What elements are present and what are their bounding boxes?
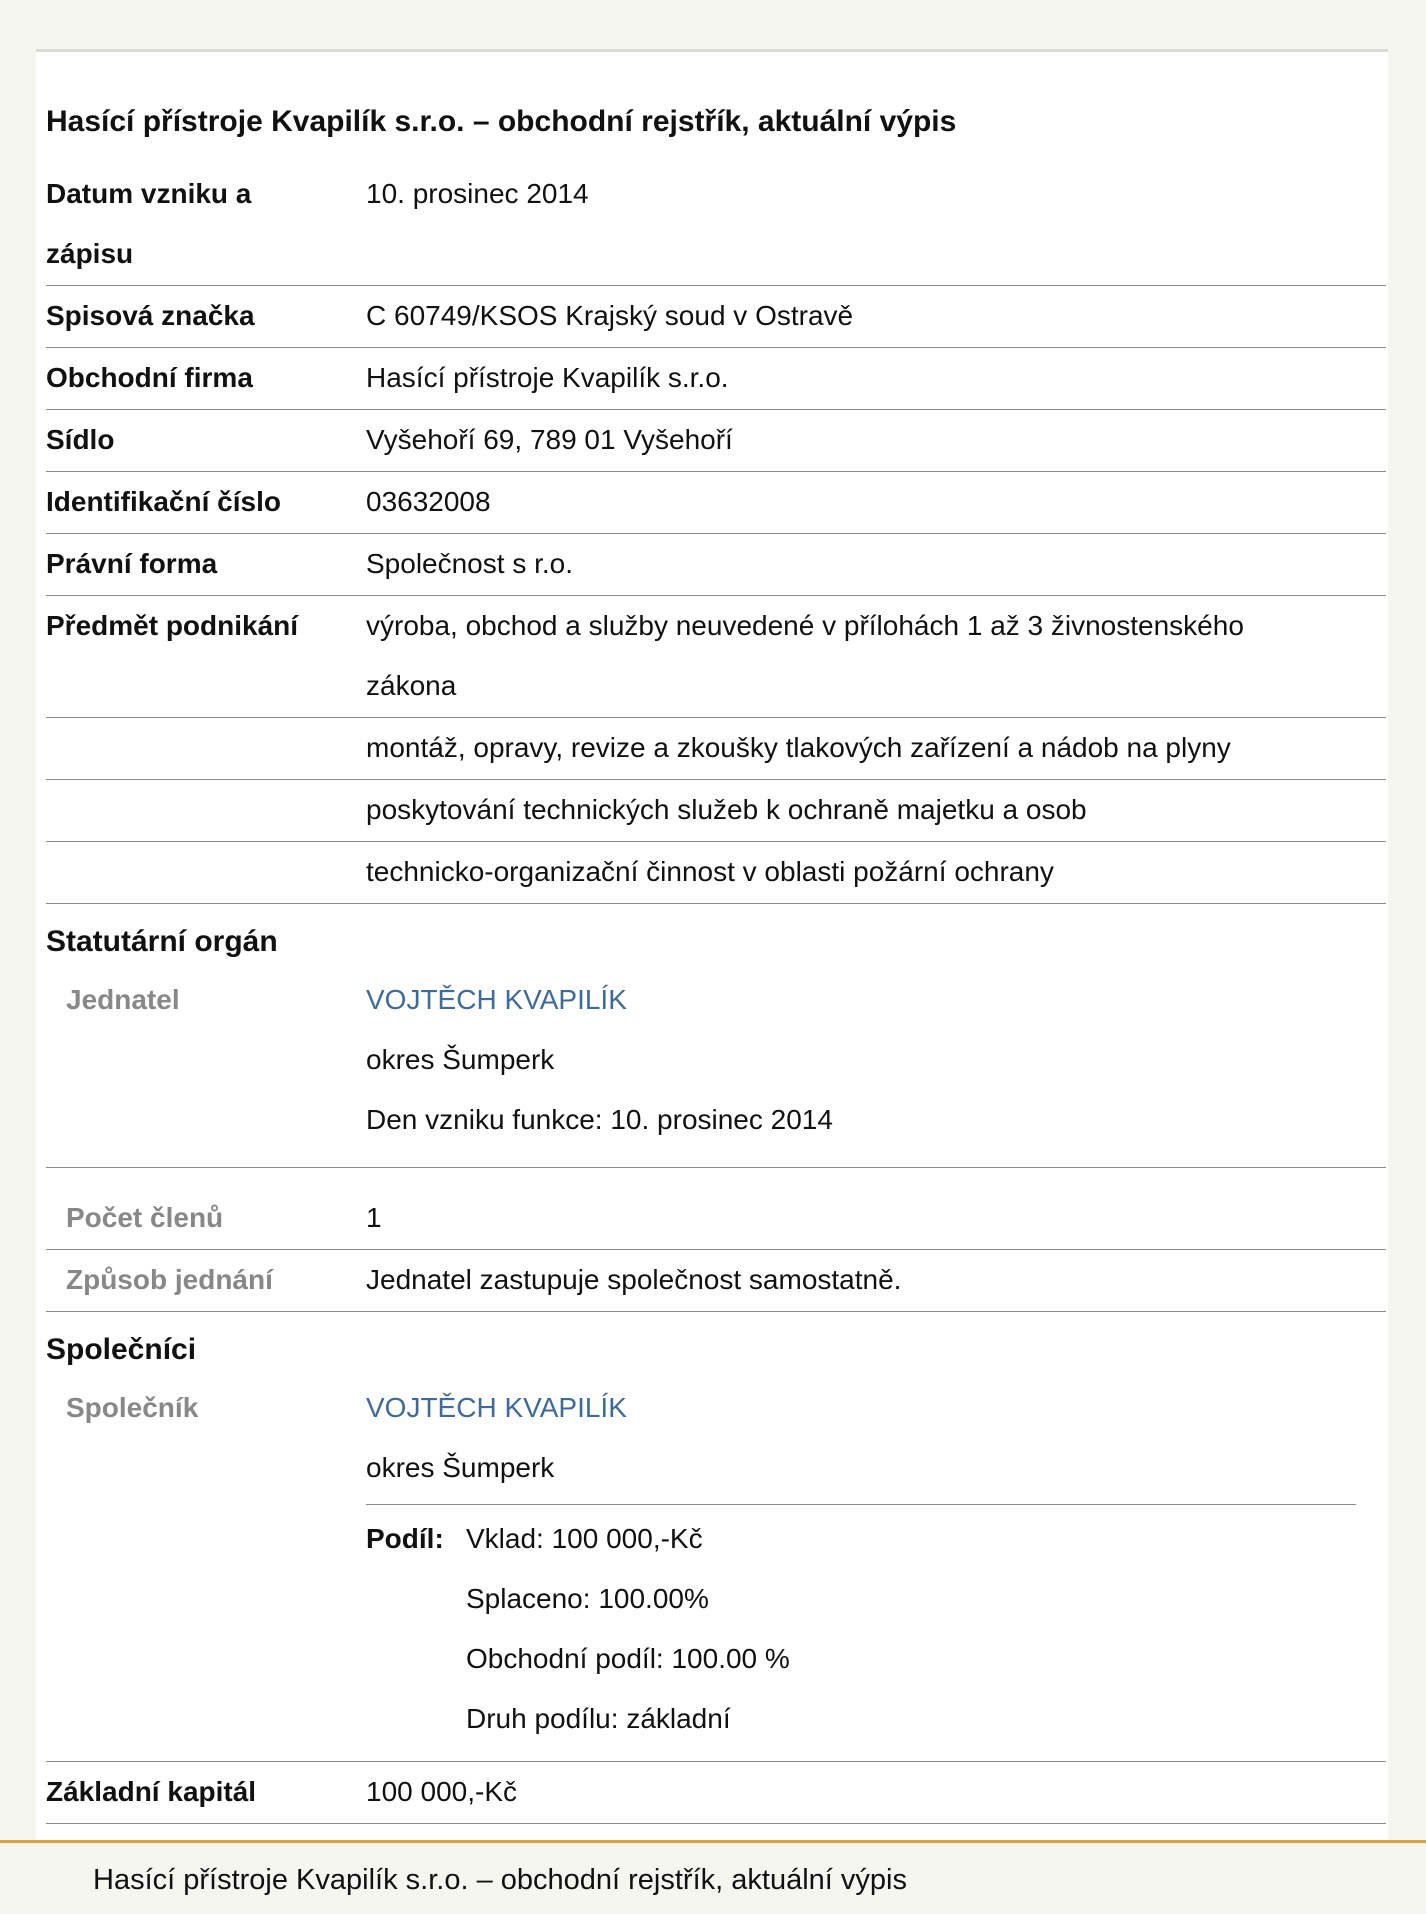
spolecnik-okres: okres Šumperk bbox=[366, 1452, 555, 1483]
label-firma: Obchodní firma bbox=[46, 362, 253, 393]
jednatel-link[interactable]: VOJTĚCH KVAPILÍK bbox=[366, 984, 627, 1015]
row-jednatel bbox=[46, 970, 1386, 1168]
label-datum: Datum vzniku a zápisu bbox=[46, 178, 252, 269]
value-spolecnik bbox=[366, 1378, 1386, 1761]
label-spolecnik: Společník bbox=[66, 1392, 199, 1423]
value-ico: 03632008 bbox=[366, 486, 491, 517]
label-sidlo: Sídlo bbox=[46, 424, 115, 455]
section-statutarni: Statutární orgán bbox=[46, 925, 278, 958]
row-predmet-1 bbox=[46, 596, 1386, 718]
value-predmet-3: poskytování technických služeb k ochraně majetku a osob bbox=[366, 794, 1087, 825]
row-predmet-2 bbox=[46, 718, 1386, 780]
row-predmet-3 bbox=[46, 780, 1386, 842]
row-pocet bbox=[46, 1168, 1386, 1250]
label-pocet: Počet členů bbox=[66, 1202, 224, 1233]
value-predmet-2: montáž, opravy, revize a zkoušky tlakových zařízení a nádob na plyny bbox=[366, 732, 1231, 763]
row-datum bbox=[46, 164, 1386, 286]
label-predmet: Předmět podnikání bbox=[46, 610, 299, 641]
jednatel-okres: okres Šumperk bbox=[366, 1044, 555, 1075]
label-ico: Identifikační číslo bbox=[46, 486, 281, 517]
value-sidlo: Vyšehoří 69, 789 01 Vyšehoří bbox=[366, 424, 733, 455]
value-predmet-4: technicko-organizační činnost v oblasti požární ochrany bbox=[366, 856, 1054, 887]
value-firma: Hasící přístroje Kvapilík s.r.o. bbox=[366, 362, 729, 393]
label-spisova: Spisová značka bbox=[46, 300, 255, 331]
row-sidlo bbox=[46, 410, 1386, 472]
podil-values bbox=[466, 1509, 790, 1749]
row-kapital bbox=[46, 1762, 1386, 1824]
value-kapital: 100 000,-Kč bbox=[366, 1776, 517, 1807]
section-spolecnici: Společníci bbox=[46, 1333, 197, 1366]
value-forma: Společnost s r.o. bbox=[366, 548, 574, 579]
podil-splaceno: Splaceno: 100.00% bbox=[466, 1583, 709, 1614]
label-forma: Právní forma bbox=[46, 548, 218, 579]
row-spisova bbox=[46, 286, 1386, 348]
footer-divider bbox=[0, 1840, 1426, 1843]
footer-text: Hasící přístroje Kvapilík s.r.o. – obchodní rejstřík, aktuální výpis bbox=[93, 1864, 907, 1896]
row-ico bbox=[46, 472, 1386, 534]
spolecnik-link[interactable]: VOJTĚCH KVAPILÍK bbox=[366, 1392, 627, 1423]
value-jednatel bbox=[366, 970, 1386, 1167]
row-firma bbox=[46, 348, 1386, 410]
register-content bbox=[46, 100, 1386, 1824]
value-predmet-1: výroba, obchod a služby neuvedené v přílohách 1 až 3 živnostenského zákona bbox=[366, 610, 1244, 701]
value-datum: 10. prosinec 2014 bbox=[366, 178, 589, 209]
podil-obchodni: Obchodní podíl: 100.00 % bbox=[466, 1643, 790, 1674]
value-zpusob: Jednatel zastupuje společnost samostatně. bbox=[366, 1264, 902, 1295]
label-kapital: Základní kapitál bbox=[46, 1776, 257, 1807]
page-title: Hasící přístroje Kvapilík s.r.o. – obchodní rejstřík, aktuální výpis bbox=[46, 105, 957, 138]
label-zpusob: Způsob jednání bbox=[66, 1264, 273, 1295]
row-spolecnik bbox=[46, 1378, 1386, 1762]
value-pocet: 1 bbox=[366, 1202, 382, 1233]
row-zpusob bbox=[46, 1250, 1386, 1312]
podil-label: Podíl: bbox=[366, 1523, 444, 1554]
podil-block bbox=[366, 1504, 1356, 1749]
jednatel-den: Den vzniku funkce: 10. prosinec 2014 bbox=[366, 1104, 833, 1135]
value-spisova: C 60749/KSOS Krajský soud v Ostravě bbox=[366, 300, 854, 331]
label-jednatel: Jednatel bbox=[66, 984, 180, 1015]
podil-druh: Druh podílu: základní bbox=[466, 1703, 731, 1734]
row-forma bbox=[46, 534, 1386, 596]
register-card bbox=[36, 52, 1388, 1840]
podil-vklad: Vklad: 100 000,-Kč bbox=[466, 1523, 703, 1554]
row-predmet-4 bbox=[46, 842, 1386, 904]
